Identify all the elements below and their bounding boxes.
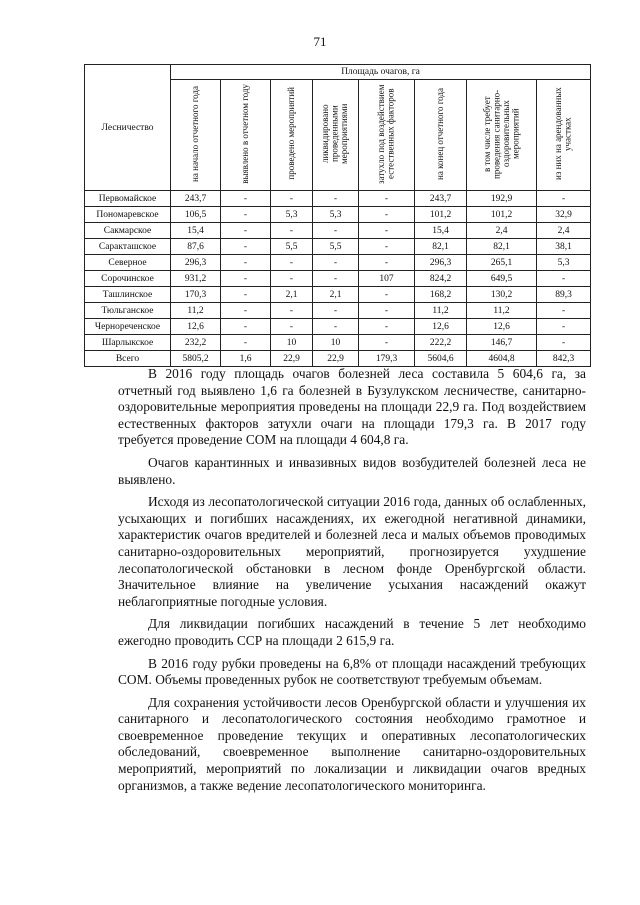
- table-cell: -: [221, 271, 271, 287]
- table-row: [85, 191, 591, 207]
- page-number: 71: [313, 34, 327, 49]
- table-cell: 2,4: [537, 223, 591, 239]
- forestry-name: Первомайское: [85, 191, 171, 207]
- table-cell: -: [221, 255, 271, 271]
- table-cell: -: [537, 335, 591, 351]
- table-cell: -: [221, 335, 271, 351]
- forestry-name: Саракташское: [85, 239, 171, 255]
- table-cell: -: [537, 319, 591, 335]
- table-row: [85, 351, 591, 367]
- table-cell: 32,9: [537, 207, 591, 223]
- body-text: [118, 366, 586, 800]
- table-cell: 296,3: [171, 255, 221, 271]
- table-cell: 649,5: [467, 271, 537, 287]
- table-cell: 11,2: [467, 303, 537, 319]
- table-cell: 106,5: [171, 207, 221, 223]
- table-cell: 265,1: [467, 255, 537, 271]
- table-cell: -: [313, 255, 359, 271]
- table-cell: -: [313, 191, 359, 207]
- table-cell: -: [221, 319, 271, 335]
- table-row: [85, 223, 591, 239]
- forestry-name: Сорочинское: [85, 271, 171, 287]
- table-cell: -: [271, 303, 313, 319]
- table-cell: -: [271, 191, 313, 207]
- table-cell: 146,7: [467, 335, 537, 351]
- paragraph: Очагов карантинных и инвазивных видов возбудителей болезней леса не выявлено.: [118, 454, 586, 487]
- forestry-header: Лесничество: [85, 65, 171, 191]
- table-cell: 101,2: [415, 207, 467, 223]
- table-cell: 101,2: [467, 207, 537, 223]
- table-cell: -: [359, 319, 415, 335]
- column-header: затухло под воздействием естественных факторов: [359, 80, 415, 191]
- table-cell: -: [221, 239, 271, 255]
- table-cell: -: [313, 271, 359, 287]
- table-cell: -: [221, 223, 271, 239]
- column-header: из них на арендованных участках: [537, 80, 591, 191]
- table-cell: 4604,8: [467, 351, 537, 367]
- table-cell: -: [313, 303, 359, 319]
- table-cell: 931,2: [171, 271, 221, 287]
- table-cell: 11,2: [171, 303, 221, 319]
- table-cell: 107: [359, 271, 415, 287]
- table-cell: 1,6: [221, 351, 271, 367]
- table-cell: 2,4: [467, 223, 537, 239]
- table-cell: 222,2: [415, 335, 467, 351]
- paragraph: Для сохранения устойчивости лесов Оренбургской области и улучшения их санитарного и лесопатологического состояния необходимо грамотное и своевременное проведение текущих и оперативных лесопатологических обследований, своевременное выполнение санитарно-оздоровительных мероприятий, мероприятий по локализации и ликвидации очагов вредных организмов, а также ведение лесопатологического мониторинга.: [118, 694, 586, 793]
- table-cell: -: [359, 255, 415, 271]
- table-cell: -: [537, 271, 591, 287]
- column-header: в том числе требует проведения санитарно-оздоровительных мероприятий: [467, 80, 537, 191]
- table-cell: 232,2: [171, 335, 221, 351]
- table-cell: 5,3: [313, 207, 359, 223]
- table-cell: -: [221, 303, 271, 319]
- table-cell: 243,7: [415, 191, 467, 207]
- table-cell: 15,4: [415, 223, 467, 239]
- table-cell: 168,2: [415, 287, 467, 303]
- table-row: [85, 287, 591, 303]
- table-cell: 12,6: [415, 319, 467, 335]
- table-cell: 82,1: [415, 239, 467, 255]
- table-cell: -: [359, 287, 415, 303]
- forestry-name: Сакмарское: [85, 223, 171, 239]
- table-row: [85, 319, 591, 335]
- table-cell: 87,6: [171, 239, 221, 255]
- table-cell: -: [271, 319, 313, 335]
- table-cell: 5,5: [271, 239, 313, 255]
- table-cell: 89,3: [537, 287, 591, 303]
- forestry-name: Всего: [85, 351, 171, 367]
- table-cell: 15,4: [171, 223, 221, 239]
- column-header: на начало отчетного года: [171, 80, 221, 191]
- table-cell: -: [271, 255, 313, 271]
- table-cell: -: [537, 303, 591, 319]
- table-row: [85, 271, 591, 287]
- table-cell: -: [271, 223, 313, 239]
- table-cell: 10: [271, 335, 313, 351]
- forestry-name: Северное: [85, 255, 171, 271]
- paragraph: Для ликвидации погибших насаждений в течение 5 лет необходимо ежегодно проводить ССР на площади 2 615,9 га.: [118, 616, 586, 648]
- table-cell: 170,3: [171, 287, 221, 303]
- table-cell: 296,3: [415, 255, 467, 271]
- forestry-name: Чернореченское: [85, 319, 171, 335]
- table-cell: 12,6: [171, 319, 221, 335]
- table-cell: -: [221, 191, 271, 207]
- table-cell: -: [359, 207, 415, 223]
- table-row: [85, 239, 591, 255]
- table-row: [85, 303, 591, 319]
- table-cell: 243,7: [171, 191, 221, 207]
- table-cell: 2,1: [313, 287, 359, 303]
- table-cell: 192,9: [467, 191, 537, 207]
- table-cell: 824,2: [415, 271, 467, 287]
- table-cell: -: [313, 223, 359, 239]
- table-cell: -: [221, 287, 271, 303]
- paragraph: В 2016 году рубки проведены на 6,8% от площади насаждений требующих СОМ. Объемы проведенных рубок не соответствуют требуемым объемам.: [118, 655, 586, 688]
- table-cell: -: [359, 239, 415, 255]
- table-row: [85, 335, 591, 351]
- column-header: выявлено в отчетном году: [221, 80, 271, 191]
- forestry-name: Тюльганское: [85, 303, 171, 319]
- column-header: на конец отчетного года: [415, 80, 467, 191]
- paragraph: В 2016 году площадь очагов болезней леса составила 5 604,6 га, за отчетный год выявлено 1,6 га болезней в Бузулукском лесничестве, санитарно-оздоровительные мероприятия проведены на площади 22,9 га. Под воздействием естественных факторов затухли очаги на площади 179,3 га. В 2017 году требуется проведение СОМ на площади 4 604,8 га.: [118, 366, 586, 448]
- column-header: проведено мероприятий: [271, 80, 313, 191]
- table-cell: -: [359, 223, 415, 239]
- table-cell: 22,9: [313, 351, 359, 367]
- table-cell: 5,3: [537, 255, 591, 271]
- table-cell: -: [359, 335, 415, 351]
- table-cell: 10: [313, 335, 359, 351]
- forestry-name: Пономаревское: [85, 207, 171, 223]
- table-cell: 5604,6: [415, 351, 467, 367]
- table-cell: 82,1: [467, 239, 537, 255]
- table-cell: 179,3: [359, 351, 415, 367]
- column-header: ликвидировано проведенными мероприятиями: [313, 80, 359, 191]
- table-cell: 2,1: [271, 287, 313, 303]
- table-row: [85, 255, 591, 271]
- table-cell: 130,2: [467, 287, 537, 303]
- table-cell: -: [537, 191, 591, 207]
- table-cell: 38,1: [537, 239, 591, 255]
- table-cell: -: [359, 303, 415, 319]
- table-row: [85, 207, 591, 223]
- table-cell: 22,9: [271, 351, 313, 367]
- table-cell: -: [221, 207, 271, 223]
- table-cell: 11,2: [415, 303, 467, 319]
- forestry-name: Ташлинское: [85, 287, 171, 303]
- table-cell: -: [271, 271, 313, 287]
- table-cell: 5,3: [271, 207, 313, 223]
- table-cell: 842,3: [537, 351, 591, 367]
- table-cell: 5,5: [313, 239, 359, 255]
- forestry-name: Шарлыкское: [85, 335, 171, 351]
- paragraph: Исходя из лесопатологической ситуации 2016 года, данных об ослабленных, усыхающих и погибших насаждениях, их ежегодной негативной динамики, характеристик очагов вредителей и болезней леса и малых объемов проводимых санитарно-оздоровительных мероприятий, прогнозируется ухудшение лесопатологической обстановки в лесном фонде Оренбургской области. Значительное влияние на увеличение усыхания насаждений окажут неблагоприятные погодные условия.: [118, 494, 586, 609]
- table-cell: 12,6: [467, 319, 537, 335]
- area-group-header: Площадь очагов, га: [171, 65, 591, 80]
- table-cell: -: [313, 319, 359, 335]
- table-cell: 5805,2: [171, 351, 221, 367]
- table-cell: -: [359, 191, 415, 207]
- forest-disease-table: [84, 64, 591, 367]
